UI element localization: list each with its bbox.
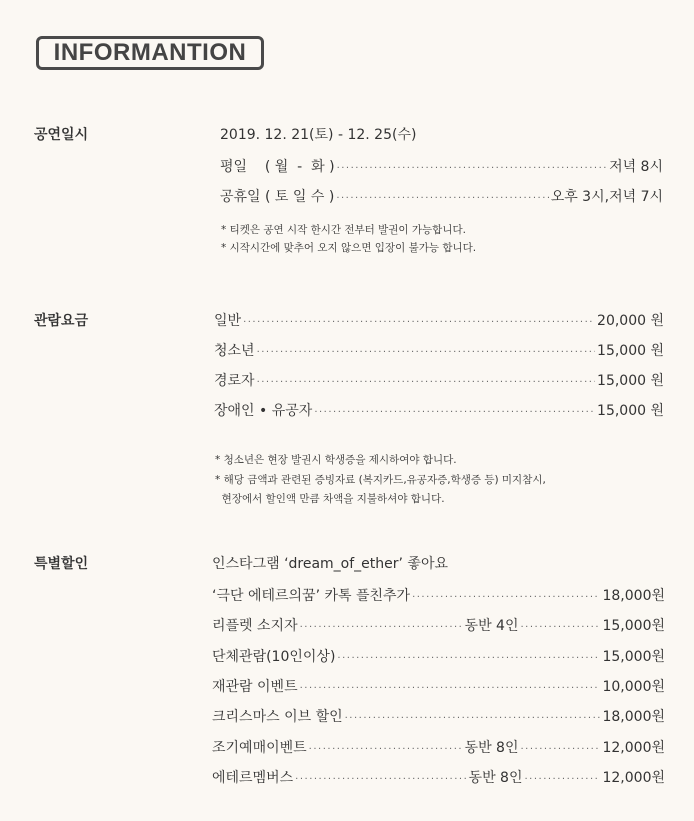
discount-row — [212, 706, 665, 726]
leader-dots — [412, 592, 600, 603]
fee-row — [214, 340, 664, 360]
schedule-weekday-row — [220, 156, 663, 176]
holiday-label: 공휴일 ( 토 일 수 ) — [220, 189, 335, 205]
fee-price: 20,000 원 — [597, 313, 664, 329]
discount-price: 18,000원 — [602, 709, 665, 725]
discount-name: 에테르멤버스 — [212, 770, 294, 786]
fee-row — [214, 370, 664, 390]
leader-dots — [300, 683, 601, 694]
fee-row — [214, 400, 664, 420]
schedule-label: 공연일시 — [34, 127, 89, 143]
discount-mid: 동반 4인 — [464, 618, 519, 634]
discount-name: ‘극단 에테르의꿈’ 카톡 플친추가 — [212, 588, 411, 604]
discount-mid: 동반 8인 — [468, 770, 523, 786]
schedule-period: 2019. 12. 21(토) - 12. 25(수) — [220, 127, 417, 143]
discount-row — [212, 676, 665, 696]
discount-price: 18,000원 — [602, 588, 665, 604]
leader-dots — [300, 622, 463, 633]
schedule-note: * 티켓은 공연 시작 한시간 전부터 발권이 가능합니다. — [221, 224, 466, 236]
fee-name: 일반 — [214, 313, 242, 329]
leader-dots — [337, 163, 607, 174]
holiday-time: 오후 3시,저녁 7시 — [550, 189, 663, 205]
fee-price: 15,000 원 — [597, 403, 664, 419]
leader-dots — [524, 774, 600, 785]
fees-note: * 청소년은 현장 발권시 학생증을 제시하여야 합니다. — [215, 454, 457, 466]
fee-price: 15,000 원 — [597, 343, 664, 359]
leader-dots — [257, 347, 595, 358]
discount-name: 리플렛 소지자 — [212, 618, 298, 634]
fees-note: * 해당 금액과 관련된 증빙자료 (복지카드,유공자증,학생증 등) 미지참시, — [215, 474, 546, 486]
fee-name: 청소년 — [214, 343, 255, 359]
fee-name: 경로자 — [214, 373, 255, 389]
discount-row — [212, 767, 665, 787]
discount-name: 크리스마스 이브 할인 — [212, 709, 343, 725]
leader-dots — [309, 744, 463, 755]
leader-dots — [314, 407, 595, 418]
weekday-time: 저녁 8시 — [609, 159, 663, 175]
fee-name: 장애인 • 유공자 — [214, 403, 313, 419]
leader-dots — [295, 774, 466, 785]
discount-price: 15,000원 — [602, 649, 665, 665]
discount-name: 단체관람(10인이상) — [212, 649, 336, 665]
discount-price: 15,000원 — [602, 618, 665, 634]
discount-label: 특별할인 — [34, 556, 89, 572]
leader-dots — [520, 622, 600, 633]
discount-row — [212, 615, 665, 635]
fee-price: 15,000 원 — [597, 373, 664, 389]
discount-row — [212, 646, 665, 666]
discount-price: 12,000원 — [602, 740, 665, 756]
schedule-note: * 시작시간에 맞추어 오지 않으면 입장이 불가능 합니다. — [221, 242, 477, 254]
leader-dots — [243, 317, 595, 328]
discount-name: 재관람 이벤트 — [212, 679, 298, 695]
fee-row — [214, 310, 664, 330]
discount-row — [212, 737, 665, 757]
fees-note: 현장에서 할인액 만큼 차액을 지불하셔야 합니다. — [215, 493, 445, 505]
leader-dots — [257, 377, 595, 388]
leader-dots — [520, 744, 600, 755]
fees-label: 관람요금 — [34, 313, 89, 329]
weekday-label: 평일 ( 월 - 화 ) — [220, 159, 335, 175]
leader-dots — [337, 653, 600, 664]
leader-dots — [336, 193, 548, 204]
discount-name: 조기예매이벤트 — [212, 740, 307, 756]
discount-intro: 인스타그램 ‘dream_of_ether’ 좋아요 — [212, 556, 448, 572]
discount-row — [212, 585, 665, 605]
discount-price: 12,000원 — [602, 770, 665, 786]
schedule-holiday-row — [220, 186, 663, 206]
page-title: INFORMANTION — [36, 36, 264, 70]
discount-price: 10,000원 — [602, 679, 665, 695]
leader-dots — [345, 713, 601, 724]
discount-mid: 동반 8인 — [464, 740, 519, 756]
